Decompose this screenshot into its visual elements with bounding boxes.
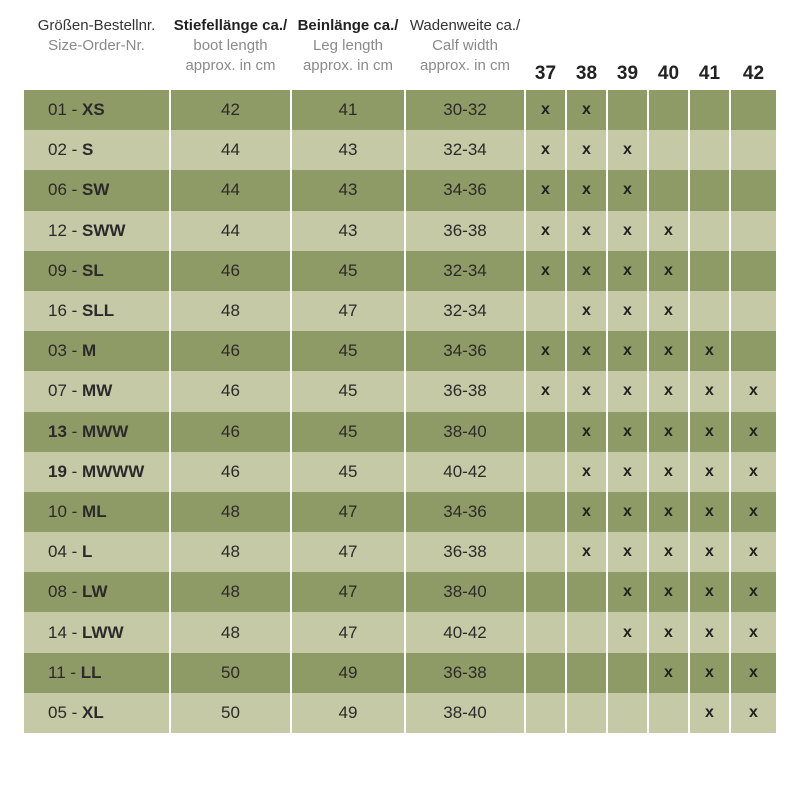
size-39-availability: x — [608, 130, 649, 170]
header-boot-length — [171, 0, 292, 90]
leg-length-cell: 47 — [292, 612, 406, 652]
table-row — [24, 331, 777, 371]
size-code: SW — [82, 180, 110, 200]
size-37-availability — [526, 653, 567, 693]
calf-width-cell: 36-38 — [406, 371, 526, 411]
size-code: SWW — [82, 220, 126, 240]
calf-width-cell: 40-42 — [406, 612, 526, 652]
calf-width-cell: 34-36 — [406, 331, 526, 371]
size-38-availability: x — [567, 331, 608, 371]
size-40-availability: x — [649, 492, 690, 532]
order-separator: - — [65, 662, 81, 682]
header-boot-en2: approx. in cm — [185, 57, 276, 74]
size-code: S — [82, 140, 94, 160]
table-row — [24, 170, 777, 210]
size-39-availability: x — [608, 572, 649, 612]
size-code: MWW — [82, 421, 129, 441]
size-38-availability — [567, 572, 608, 612]
size-38-availability: x — [567, 211, 608, 251]
leg-length-cell: 45 — [292, 251, 406, 291]
size-37-availability — [526, 612, 567, 652]
size-39-availability — [608, 90, 649, 130]
calf-width-cell: 34-36 — [406, 170, 526, 210]
header-order-de: Größen-Bestellnr. — [37, 17, 156, 34]
size-37-availability — [526, 693, 567, 733]
header-size-38: 38 — [567, 0, 608, 90]
order-number: 08 — [48, 582, 67, 602]
table-row — [24, 532, 777, 572]
size-40-availability: x — [649, 612, 690, 652]
size-37-availability — [526, 532, 567, 572]
header-calf-de: Wadenweite ca./ — [409, 17, 521, 34]
order-number-cell — [24, 492, 171, 532]
order-separator: - — [66, 381, 83, 401]
size-39-availability: x — [608, 291, 649, 331]
order-number: 02 — [48, 140, 67, 160]
size-40-availability: x — [649, 371, 690, 411]
header-leg-en2: approx. in cm — [302, 57, 394, 74]
order-number-cell — [24, 90, 171, 130]
table-row — [24, 452, 777, 492]
size-40-availability — [649, 170, 690, 210]
size-code: XS — [82, 100, 105, 120]
boot-length-cell: 42 — [171, 90, 292, 130]
order-separator: - — [66, 260, 83, 280]
header-order-en: Size-Order-Nr. — [48, 37, 145, 54]
calf-width-cell: 38-40 — [406, 572, 526, 612]
leg-length-cell: 47 — [292, 492, 406, 532]
order-number: 05 — [48, 702, 67, 722]
table-row — [24, 371, 777, 411]
order-number: 04 — [48, 542, 67, 562]
size-code: LWW — [82, 622, 124, 642]
calf-width-cell: 36-38 — [406, 211, 526, 251]
size-42-availability — [731, 251, 776, 291]
size-code: SL — [82, 260, 104, 280]
size-38-availability: x — [567, 412, 608, 452]
order-number-cell — [24, 130, 171, 170]
size-code: MW — [82, 381, 113, 401]
size-38-availability: x — [567, 291, 608, 331]
leg-length-cell: 49 — [292, 693, 406, 733]
order-number: 09 — [48, 260, 67, 280]
size-42-availability: x — [731, 412, 776, 452]
boot-length-cell: 48 — [171, 532, 292, 572]
size-41-availability — [690, 251, 731, 291]
size-39-availability: x — [608, 331, 649, 371]
size-42-availability — [731, 211, 776, 251]
order-number-cell — [24, 331, 171, 371]
order-number-cell — [24, 572, 171, 612]
boot-length-cell: 50 — [171, 693, 292, 733]
size-38-availability — [567, 693, 608, 733]
order-number-cell — [24, 371, 171, 411]
order-number-cell — [24, 452, 171, 492]
header-calf-en1: Calf width — [432, 37, 498, 54]
order-number: 19 — [48, 461, 67, 481]
table-row — [24, 572, 777, 612]
calf-width-cell: 36-38 — [406, 653, 526, 693]
header-size-42: 42 — [742, 63, 765, 84]
size-38-availability: x — [567, 170, 608, 210]
leg-length-cell: 45 — [292, 452, 406, 492]
leg-length-cell: 47 — [292, 532, 406, 572]
calf-width-cell: 38-40 — [406, 412, 526, 452]
boot-length-cell: 48 — [171, 492, 292, 532]
size-40-availability: x — [649, 412, 690, 452]
size-39-availability: x — [608, 371, 649, 411]
size-40-availability: x — [649, 331, 690, 371]
size-42-availability: x — [731, 371, 776, 411]
order-number: 07 — [48, 381, 67, 401]
size-code: XL — [82, 702, 104, 722]
size-38-availability: x — [567, 90, 608, 130]
leg-length-cell: 45 — [292, 412, 406, 452]
order-number-cell — [24, 211, 171, 251]
boot-length-cell: 46 — [171, 251, 292, 291]
leg-length-cell: 47 — [292, 291, 406, 331]
size-41-availability: x — [690, 532, 731, 572]
calf-width-cell: 30-32 — [406, 90, 526, 130]
size-37-availability: x — [526, 90, 567, 130]
size-40-availability — [649, 693, 690, 733]
order-separator: - — [66, 702, 83, 722]
leg-length-cell: 45 — [292, 371, 406, 411]
size-41-availability: x — [690, 572, 731, 612]
size-41-availability: x — [690, 693, 731, 733]
header-size-39: 39 — [608, 0, 649, 90]
table-row — [24, 612, 777, 652]
order-separator: - — [66, 461, 83, 481]
header-size-41: 41 — [690, 0, 731, 90]
table-row — [24, 291, 777, 331]
leg-length-cell: 41 — [292, 90, 406, 130]
size-39-availability: x — [608, 532, 649, 572]
size-41-availability: x — [690, 331, 731, 371]
size-40-availability: x — [649, 291, 690, 331]
size-41-availability — [690, 170, 731, 210]
leg-length-cell: 47 — [292, 572, 406, 612]
boot-length-cell: 46 — [171, 412, 292, 452]
size-42-availability — [731, 130, 776, 170]
order-number: 06 — [48, 180, 67, 200]
table-row — [24, 492, 777, 532]
order-number: 13 — [48, 421, 67, 441]
size-39-availability: x — [608, 452, 649, 492]
order-separator: - — [66, 100, 83, 120]
size-38-availability: x — [567, 130, 608, 170]
boot-length-cell: 48 — [171, 572, 292, 612]
size-37-availability: x — [526, 251, 567, 291]
size-41-availability: x — [690, 412, 731, 452]
size-37-availability — [526, 291, 567, 331]
size-40-availability: x — [649, 452, 690, 492]
size-41-availability: x — [690, 371, 731, 411]
order-separator: - — [66, 501, 83, 521]
size-37-availability: x — [526, 170, 567, 210]
boot-length-cell: 46 — [171, 452, 292, 492]
size-37-availability: x — [526, 211, 567, 251]
table-row — [24, 693, 777, 733]
size-41-availability — [690, 90, 731, 130]
size-37-availability — [526, 572, 567, 612]
size-42-availability — [731, 170, 776, 210]
order-separator: - — [66, 582, 83, 602]
header-boot-en1: boot length — [193, 37, 268, 54]
size-40-availability — [649, 90, 690, 130]
size-37-availability — [526, 452, 567, 492]
size-code: LW — [82, 582, 108, 602]
size-40-availability: x — [649, 572, 690, 612]
order-separator: - — [66, 542, 83, 562]
order-separator: - — [66, 341, 83, 361]
calf-width-cell: 32-34 — [406, 291, 526, 331]
size-38-availability: x — [567, 492, 608, 532]
table-row — [24, 653, 777, 693]
leg-length-cell: 43 — [292, 130, 406, 170]
leg-length-cell: 49 — [292, 653, 406, 693]
order-number-cell — [24, 653, 171, 693]
size-40-availability: x — [649, 251, 690, 291]
order-number: 14 — [48, 622, 67, 642]
calf-width-cell: 38-40 — [406, 693, 526, 733]
size-42-availability — [731, 331, 776, 371]
header-calf-width — [406, 0, 526, 90]
size-38-availability: x — [567, 452, 608, 492]
order-number: 16 — [48, 301, 67, 321]
header-order-number — [24, 0, 171, 90]
size-42-availability: x — [731, 572, 776, 612]
boot-length-cell: 46 — [171, 371, 292, 411]
order-number: 12 — [48, 220, 67, 240]
boot-length-cell: 44 — [171, 211, 292, 251]
size-38-availability — [567, 653, 608, 693]
order-number-cell — [24, 693, 171, 733]
size-37-availability: x — [526, 371, 567, 411]
calf-width-cell: 34-36 — [406, 492, 526, 532]
header-size-40: 40 — [649, 0, 690, 90]
order-number-cell — [24, 170, 171, 210]
size-37-availability — [526, 412, 567, 452]
size-41-availability — [690, 211, 731, 251]
size-39-availability: x — [608, 412, 649, 452]
size-39-availability: x — [608, 170, 649, 210]
order-number: 03 — [48, 341, 67, 361]
size-code: LL — [80, 662, 102, 682]
header-boot-de: Stiefellänge ca./ — [173, 17, 288, 34]
order-separator: - — [66, 220, 83, 240]
calf-width-cell: 36-38 — [406, 532, 526, 572]
header-size-37: 37 — [526, 0, 567, 90]
size-code: M — [82, 341, 97, 361]
order-separator: - — [66, 140, 83, 160]
boot-length-cell: 46 — [171, 331, 292, 371]
calf-width-cell: 32-34 — [406, 251, 526, 291]
size-41-availability: x — [690, 612, 731, 652]
size-37-availability: x — [526, 130, 567, 170]
order-number-cell — [24, 251, 171, 291]
size-42-availability: x — [731, 612, 776, 652]
leg-length-cell: 43 — [292, 170, 406, 210]
size-code: SLL — [82, 301, 115, 321]
table-row — [24, 211, 777, 251]
size-39-availability — [608, 693, 649, 733]
calf-width-cell: 40-42 — [406, 452, 526, 492]
order-number: 11 — [48, 662, 66, 682]
order-number: 10 — [48, 501, 67, 521]
size-38-availability: x — [567, 251, 608, 291]
calf-width-cell: 32-34 — [406, 130, 526, 170]
boot-length-cell: 44 — [171, 130, 292, 170]
order-number-cell — [24, 532, 171, 572]
size-41-availability: x — [690, 452, 731, 492]
order-number-cell — [24, 412, 171, 452]
size-38-availability — [567, 612, 608, 652]
size-code: MWWW — [82, 461, 145, 481]
size-40-availability: x — [649, 532, 690, 572]
order-separator: - — [66, 180, 83, 200]
leg-length-cell: 43 — [292, 211, 406, 251]
size-39-availability: x — [608, 492, 649, 532]
size-42-availability: x — [731, 653, 776, 693]
boot-length-cell: 48 — [171, 291, 292, 331]
order-separator: - — [66, 622, 83, 642]
header-leg-length — [292, 0, 406, 90]
table-row — [24, 412, 777, 452]
order-number-cell — [24, 291, 171, 331]
header-calf-en2: approx. in cm — [419, 57, 511, 74]
size-39-availability: x — [608, 211, 649, 251]
size-42-availability: x — [731, 452, 776, 492]
boot-length-cell: 44 — [171, 170, 292, 210]
order-number: 01 — [48, 100, 67, 120]
size-41-availability — [690, 291, 731, 331]
order-number-cell — [24, 612, 171, 652]
size-38-availability: x — [567, 371, 608, 411]
table-body — [24, 90, 777, 733]
size-table — [24, 0, 777, 733]
size-37-availability — [526, 492, 567, 532]
header-leg-en1: Leg length — [312, 37, 384, 54]
size-42-availability — [731, 291, 776, 331]
size-41-availability — [690, 130, 731, 170]
size-38-availability: x — [567, 532, 608, 572]
size-40-availability — [649, 130, 690, 170]
size-code: ML — [82, 501, 107, 521]
size-42-availability: x — [731, 492, 776, 532]
size-41-availability: x — [690, 492, 731, 532]
order-separator: - — [66, 421, 83, 441]
size-40-availability: x — [649, 211, 690, 251]
order-separator: - — [66, 301, 83, 321]
leg-length-cell: 45 — [292, 331, 406, 371]
boot-length-cell: 50 — [171, 653, 292, 693]
header-leg-de: Beinlänge ca./ — [297, 17, 399, 34]
boot-length-cell: 48 — [171, 612, 292, 652]
table-header — [24, 0, 777, 90]
size-39-availability: x — [608, 612, 649, 652]
size-40-availability: x — [649, 653, 690, 693]
table-row — [24, 130, 777, 170]
size-42-availability: x — [731, 532, 776, 572]
table-row — [24, 90, 777, 130]
size-39-availability — [608, 653, 649, 693]
size-42-availability: x — [731, 693, 776, 733]
size-37-availability: x — [526, 331, 567, 371]
size-code: L — [82, 542, 93, 562]
table-row — [24, 251, 777, 291]
size-39-availability: x — [608, 251, 649, 291]
size-42-availability — [731, 90, 776, 130]
size-41-availability: x — [690, 653, 731, 693]
